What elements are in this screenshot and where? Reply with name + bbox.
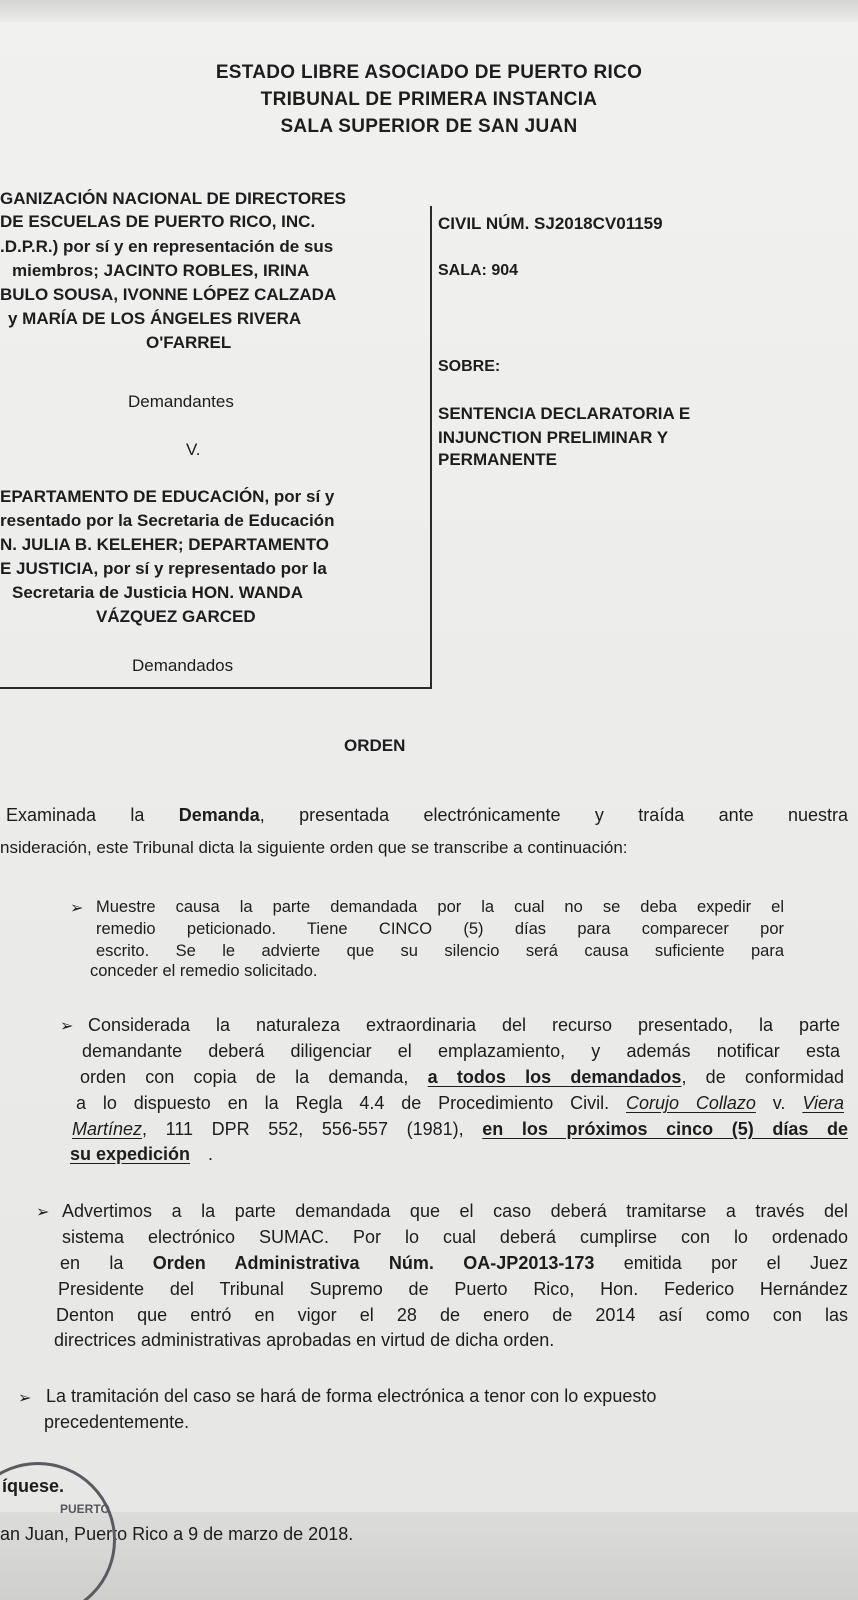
order-intro-line-2: nsideración, este Tribunal dicta la siguiente orden que se transcribe a continuación: (0, 838, 628, 857)
defendant-line-3: N. JULIA B. KELEHER; DEPARTAMENTO (0, 535, 329, 554)
plaintiff-line-4: miembros; JACINTO ROBLES, IRINA (12, 261, 310, 280)
defendant-line-1: EPARTAMENTO DE EDUCACIÓN, por sí y (0, 487, 335, 506)
top-edge-shadow (0, 0, 858, 22)
bullet-3-line-6: directrices administrativas aprobadas en virtud de dicha orden. (54, 1330, 555, 1350)
closing-notifiquese: íquese. (2, 1476, 65, 1496)
bullet-arrow-icon: ➢ (70, 900, 84, 917)
bullet-3-line-5: Denton que entró en vigor el 28 de enero de 2014 así como con las (56, 1305, 848, 1325)
bullet-1-line-3: escrito. Se le advierte que su silencio será causa suficiente para (96, 942, 784, 960)
b3-l3-text: en la (60, 1253, 153, 1273)
seal-text: PUERTO (60, 1502, 110, 1516)
bullet-2-line-3 (80, 1066, 844, 1088)
b2-case-name-2: Viera (802, 1093, 845, 1113)
intro-text-a: Examinada la (6, 805, 179, 825)
court-seal (0, 1462, 116, 1600)
defendants-label: Demandados (132, 656, 234, 675)
sobre-line-3: PERMANENTE (438, 450, 558, 469)
bullet-2-line-5 (72, 1118, 848, 1140)
versus-label: V. (186, 440, 201, 459)
plaintiff-line-3: .D.P.R.) por sí y en representación de sus (0, 237, 334, 256)
plaintiff-line-1: GANIZACIÓN NACIONAL DE DIRECTORES (0, 189, 347, 208)
plaintiff-line-5: BULO SOUSA, IVONNE LÓPEZ CALZADA (0, 285, 337, 304)
header-line-2: TRIBUNAL DE PRIMERA INSTANCIA (260, 89, 598, 110)
bullet-2-line-2: demandante deberá diligenciar el emplazamiento, y además notificar esta (82, 1041, 840, 1061)
b2-l3-text-end: , de conformidad (681, 1067, 845, 1087)
sobre-line-2: INJUNCTION PRELIMINAR Y (438, 428, 669, 447)
b2-deadline: en los próximos cinco (5) días de (482, 1119, 849, 1139)
b2-case-name-3: Martínez (72, 1119, 143, 1139)
header-line-1: ESTADO LIBRE ASOCIADO DE PUERTO RICO (215, 62, 643, 83)
sala-number: SALA: 904 (438, 262, 519, 279)
bullet-1-line-1: Muestre causa la parte demandada por la cual no se deba expedir el (96, 898, 784, 916)
bullet-arrow-icon: ➢ (36, 1204, 50, 1221)
bullet-2-line-4 (76, 1092, 844, 1114)
b2-citation: , 111 DPR 552, 556-557 (1981), (142, 1119, 483, 1139)
defendant-line-6: VÁZQUEZ GARCED (96, 607, 256, 626)
b2-todos-demandados: a todos los demandados (427, 1067, 682, 1087)
bullet-1-line-4: conceder el remedio solicitado. (90, 962, 318, 980)
case-number: CIVIL NÚM. SJ2018CV01159 (438, 214, 663, 233)
intro-demanda-bold: Demanda (178, 805, 260, 825)
b3-order-number: Orden Administrativa Núm. OA-JP2013-173 (152, 1253, 595, 1273)
place-and-date: an Juan, Puerto Rico a 9 de marzo de 2018. (0, 1524, 354, 1544)
bullet-3-line-3 (60, 1252, 848, 1274)
bullet-1-line-2: remedio peticionado. Tiene CINCO (5) días para comparecer por (96, 920, 784, 938)
bullet-3-line-4: Presidente del Tribunal Supremo de Puerto Rico, Hon. Federico Hernández (58, 1279, 848, 1299)
plaintiffs-label: Demandantes (128, 392, 234, 411)
bullet-2-line-6: su expedición (70, 1144, 191, 1164)
bullet-4-line-2: precedentemente. (44, 1412, 190, 1432)
bullet-2-period: . (208, 1144, 214, 1164)
caption-vertical-rule (430, 206, 432, 688)
b3-l3-text-end: emitida por el Juez (594, 1253, 848, 1273)
plaintiff-line-6: y MARÍA DE LOS ÁNGELES RIVERA (8, 309, 302, 328)
bullet-arrow-icon: ➢ (18, 1390, 32, 1407)
bullet-4-line-1: La tramitación del caso se hará de forma electrónica a tenor con lo expuesto (46, 1386, 657, 1406)
sobre-line-1: SENTENCIA DECLARATORIA E (438, 404, 691, 423)
b2-versus: v. (755, 1093, 803, 1113)
bullet-2-line-1: Considerada la naturaleza extraordinaria del recurso presentado, la parte (88, 1015, 840, 1035)
bullet-3-line-1: Advertimos a la parte demandada que el caso deberá tramitarse a través del (62, 1201, 848, 1221)
b2-l4-text: a lo dispuesto en la Regla 4.4 de Procedimiento Civil. (76, 1093, 626, 1113)
plaintiff-line-7: O'FARREL (146, 333, 232, 352)
defendant-line-5: Secretaria de Justicia HON. WANDA (12, 583, 303, 602)
bullet-3-line-2: sistema electrónico SUMAC. Por lo cual deberá cumplirse con lo ordenado (62, 1227, 848, 1247)
intro-text-c: , presentada electrónicamente y traída ante nuestra (259, 805, 848, 825)
caption-horizontal-rule (0, 687, 432, 689)
b2-case-name-1: Corujo Collazo (625, 1093, 756, 1113)
sobre-label: SOBRE: (438, 358, 501, 375)
order-title: ORDEN (344, 736, 406, 755)
order-intro-line-1 (6, 804, 848, 826)
header-line-3: SALA SUPERIOR DE SAN JUAN (280, 116, 578, 137)
defendant-line-2: resentado por la Secretaria de Educación (0, 511, 335, 530)
defendant-line-4: E JUSTICIA, por sí y representado por la (0, 559, 327, 578)
plaintiff-line-2: DE ESCUELAS DE PUERTO RICO, INC. (0, 212, 316, 231)
bullet-arrow-icon: ➢ (60, 1018, 74, 1035)
b2-l3-text: orden con copia de la demanda, (80, 1067, 428, 1087)
